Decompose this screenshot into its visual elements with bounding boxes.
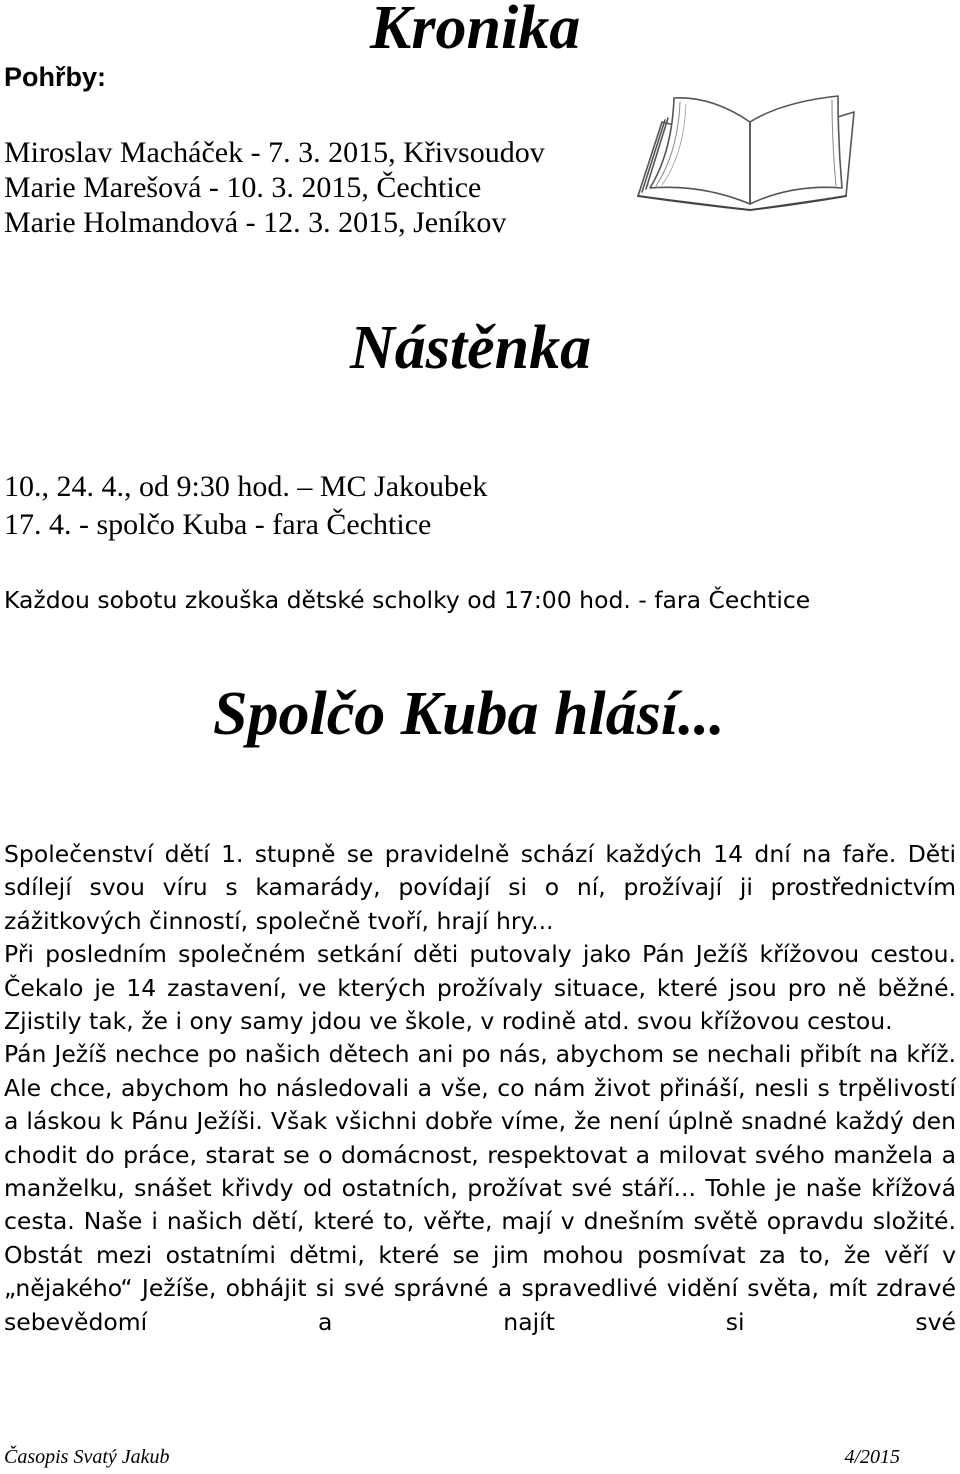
board-event: 10., 24. 4., od 9:30 hod. – MC Jakoubek — [4, 470, 488, 503]
burial-entry: Marie Holmandová - 12. 3. 2015, Jeníkov — [4, 206, 507, 239]
footer-issue: 4/2015 — [844, 1446, 900, 1468]
article-paragraph: Společenství dětí 1. stupně se pravidelně schází každých 14 dní na faře. Děti sdílejí svou víru s kamarády, povídají si o ní, prožívají ji prostřednictvím zážitkových činností, společně tvoří, hrají hry... — [4, 840, 956, 935]
article-paragraph: Pán Ježíš nechce po našich dětech ani po nás, abychom se nechali přibít na kříž. Ale chce, abychom ho následovali a vše, co nám život přináší, nesli s trpělivostí a láskou k Pánu Ježíši. Však všichni dobře víme, že není úplně snadné každý den chodit do práce, starat se o domácnost, respektovat a milovat svého manžela a manželku, snášet křivdy od ostatních, prožívat své stáří... Tohle je naše křížová cesta. Naše i našich dětí, které to, věřte, mají v dnešním světě opravdu složité. Obstát mezi ostatními dětmi, které se jim mohou posmívat za to, že věří v „nějakého“ Ježíše, obhájit si své správné a spravedlivé vidění světa, mít zdravé sebevědomí a najít si své — [4, 1040, 956, 1336]
burial-entry: Marie Marešová - 10. 3. 2015, Čechtice — [4, 171, 482, 204]
board-event: 17. 4. - spolčo Kuba - fara Čechtice — [4, 508, 432, 541]
board-title: Nástěnka — [350, 314, 592, 382]
burial-entry: Miroslav Macháček - 7. 3. 2015, Křivsoudov — [4, 136, 545, 169]
board-weekly-note: Každou sobotu zkouška dětské scholky od 17:00 hod. - fara Čechtice — [4, 586, 811, 614]
chronicle-title: Kronika — [370, 0, 581, 62]
article-paragraph: Při posledním společném setkání děti putovaly jako Pán Ježíš křížovou cestou. Čekalo je 14 zastavení, ve kterých prožívaly situace, které jsou pro ně běžné. Zjistily tak, že i ony samy jdou ve škole, v rodině atd. svou křížovou cestou. — [4, 940, 956, 1036]
open-book-icon — [632, 92, 862, 217]
spolco-title: Spolčo Kuba hlásí... — [213, 680, 725, 748]
spolco-article — [4, 838, 956, 1339]
burials-label: Pohřby: — [4, 62, 107, 92]
footer-magazine: Časopis Svatý Jakub — [4, 1446, 170, 1468]
